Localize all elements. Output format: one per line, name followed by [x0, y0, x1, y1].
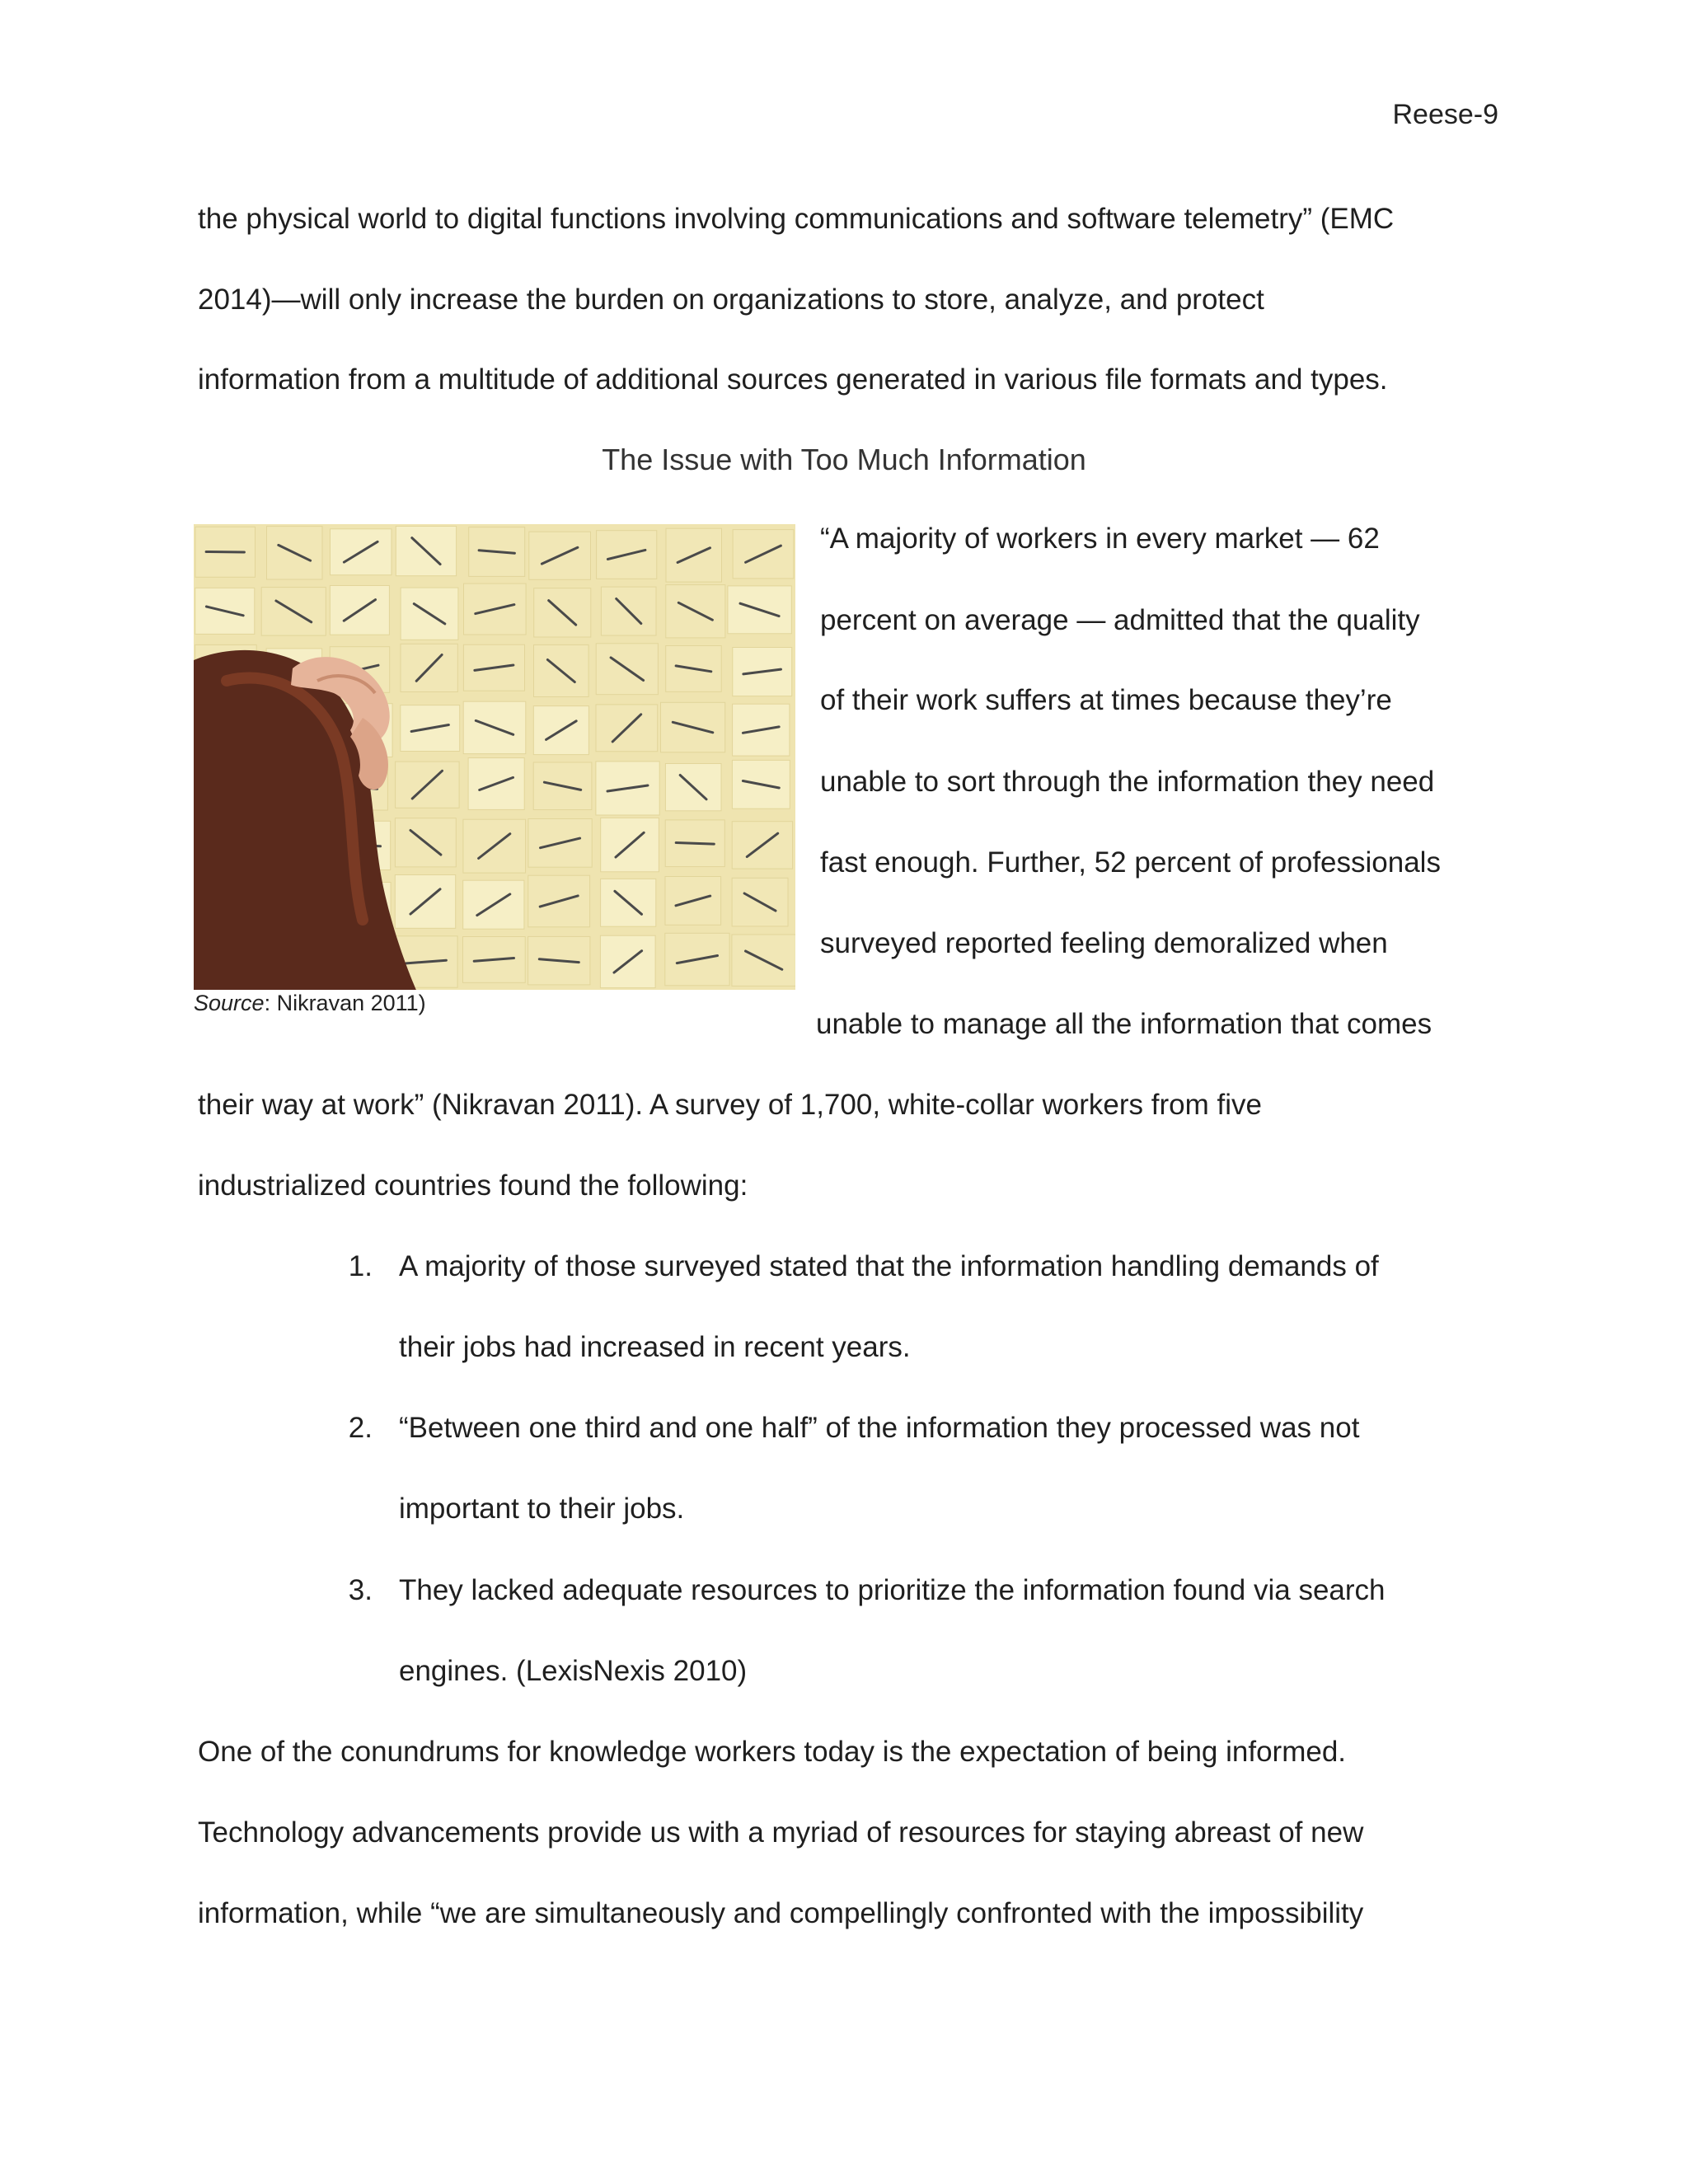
list-item-1-line-1: A majority of those surveyed stated that the information handling demands of [399, 1250, 1379, 1282]
closing-line-2: Technology advancements provide us with a myriad of resources for staying abreast of new [198, 1816, 1364, 1849]
quote-line-3: of their work suffers at times because they’re [820, 684, 1392, 716]
quote-line-6: surveyed reported feeling demoralized when [820, 927, 1388, 959]
quote-line-4: unable to sort through the information they need [820, 766, 1435, 798]
intro-line-3: information from a multitude of additional sources generated in various file formats and types. [198, 363, 1388, 396]
intro-line-2: 2014)—will only increase the burden on organizations to store, analyze, and protect [198, 284, 1264, 316]
sticky-note-scribble [206, 552, 244, 553]
sticky-notes-photo-drawing [194, 524, 795, 990]
body-line-1: their way at work” (Nikravan 2011). A survey of 1,700, white-collar workers from five [198, 1089, 1262, 1121]
list-item-1-line-2: their jobs had increased in recent years. [399, 1331, 911, 1363]
quote-line-5: fast enough. Further, 52 percent of professionals [820, 846, 1441, 879]
caption-label: Source [194, 991, 265, 1015]
list-item-3-line-1: They lacked adequate resources to prioritize the information found via search [399, 1574, 1386, 1606]
list-item-1-number: 1. [348, 1250, 373, 1282]
page-number-header: Reese-9 [1392, 99, 1498, 130]
sticky-notes-photo [194, 524, 795, 990]
sticky-note-scribble [676, 843, 714, 845]
quote-line-2: percent on average — admitted that the quality [820, 604, 1420, 636]
quote-line-7: unable to manage all the information that comes [816, 1008, 1432, 1040]
section-heading: The Issue with Too Much Information [602, 443, 1086, 476]
quote-line-1: “A majority of workers in every market — 62 [820, 523, 1380, 555]
body-line-2: industrialized countries found the following: [198, 1169, 748, 1202]
list-item-2-line-1: “Between one third and one half” of the information they processed was not [399, 1412, 1360, 1444]
intro-line-1: the physical world to digital functions involving communications and software telemetry” (EMC [198, 203, 1395, 235]
list-item-3-line-2: engines. (LexisNexis 2010) [399, 1655, 748, 1687]
closing-line-1: One of the conundrums for knowledge workers today is the expectation of being informed. [198, 1736, 1347, 1768]
list-item-2-number: 2. [348, 1412, 373, 1444]
caption-text: : Nikravan 2011) [264, 991, 426, 1015]
figure-caption [194, 991, 426, 1016]
list-item-2-line-2: important to their jobs. [399, 1493, 685, 1525]
closing-line-3: information, while “we are simultaneously and compellingly confronted with the impossibility [198, 1897, 1364, 1929]
list-item-3-number: 3. [348, 1574, 373, 1606]
